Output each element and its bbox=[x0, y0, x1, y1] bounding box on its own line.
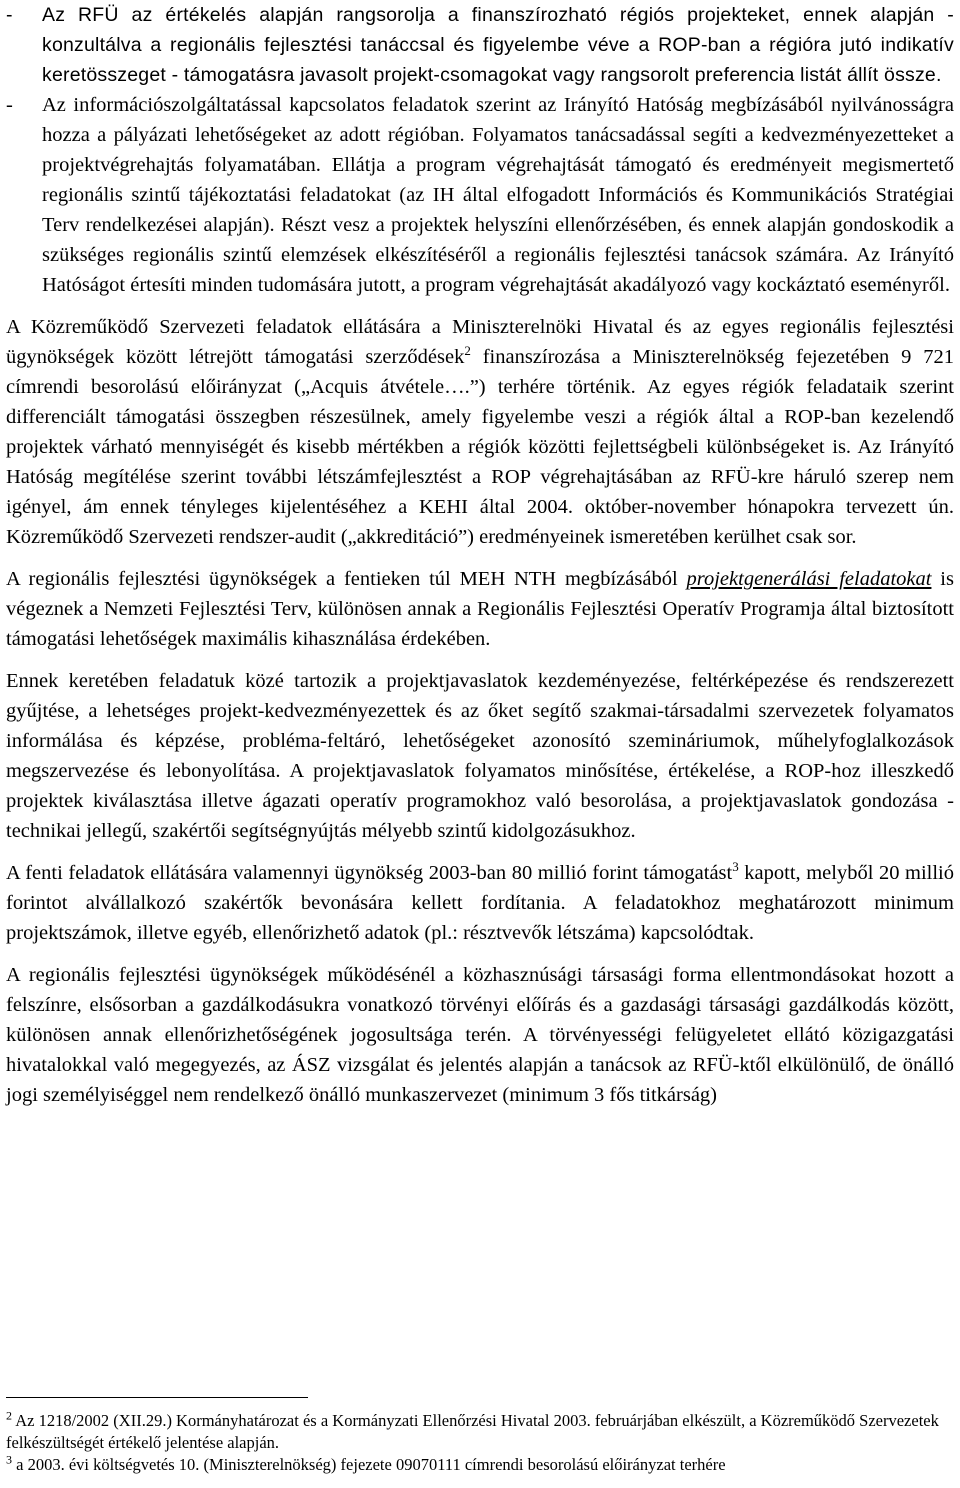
paragraph-financing: A Közreműködő Szervezeti feladatok ellátására a Miniszterelnöki Hivatal és az egyes regionális fejlesztési ügynökségek között létrejött támogatási szerződések$^2$ finanszírozása a Miniszterelnökség fejezetében 9 721 címrendi besorolású előirányzat („Acquis átvétele….”) terhére történik. Az egyes régiók feladataik szerint differenciált támogatási összegben részesülnek, amely figyelembe veszi a régiók által a ROP-ban kezelendő projektek várható mennyiségét és kisebb mértékben a régiók közötti fejlettségbeli különbségeket is. Az Irányító Hatóság megítélése szerint további létszámfejlesztést a ROP végrehajtásában az RFÜ-kre háruló szerep nem igényel, ám ennek tényleges kijelentéséhez a KEHI által 2004. október-november hónapokra tervezett ún. Közreműködő Szervezeti rendszer-audit („akkreditáció”) eredményeinek ismeretében kerülhet csak sor. bbox=[6, 316, 954, 548]
paragraph-tasks: Ennek keretében feladatuk közé tartozik a projektjavaslatok kezdeményezése, feltérképezése és rendszerezett gyűjtése, a lehetséges projekt-kedvezményezettek és az őket segítő szakmai-társadalmi szervezetek folyamatos informálása és képzése, probléma-feltáró, lehetőségeket azonosító szemináriumok, műhelyfoglalkozások megszervezése és lebonyolítása. A projektjavaslatok folyamatos minősítése, értékelése, a ROP-hoz illeszkedő projektek kiválasztása illetve ágazati operatív programokhoz való besorolása, a projektjavaslatok gondozása - technikai jellegű, szakértői segítségnyújtás mélyebb szintű kidolgozásukhoz. bbox=[6, 670, 954, 842]
document-body bbox=[6, 0, 954, 1110]
paragraph-public-benefit: A regionális fejlesztési ügynökségek működésénél a közhasznúsági társasági forma ellentmondásokat hozott a felszínre, elsősorban a gazdálkodásukra vonatkozó törvényi előírás és a gazdasági társasági gazdálkodás között, különösen annak ellenőrizhetőségének jogosultsága terén. A törvényességi felügyeletet ellátó közigazgatási hivatalokkal való megegyezés, az ÁSZ vizsgálat és jelentés alapján a tanácsok az RFÜ-ktől elkülönülő, de önálló jogi személyiséggel nem rendelkező önálló munkaszervezet (minimum 3 fős titkárság) bbox=[6, 964, 954, 1106]
bullet-text: Az információszolgáltatással kapcsolatos feladatok szerint az Irányító Hatóság megbízásából nyilvánosságra hozza a pályázati lehetőségeket az adott régióban. Folyamatos tanácsadással segíti a kedvezményezetteket a projektvégrehajtás folyamatában. Ellátja a program végrehajtását támogató és eredményeit megismertető regionális szintű tájékoztatási feladatokat (az IH által elfogadott Információs és Kommunikációs Stratégiai Terv rendelkezései alapján). Részt vesz a projektek helyszíni ellenőrzésében, és ennek alapján gondoskodik a szükséges regionális szintű elemzések elkészítéséről a regionális fejlesztési tanácsok számára. Az Irányító Hatóságot értesíti minden tudomására jutott, a program végrehajtását akadályozó vagy kockáztató eseményről. bbox=[42, 94, 954, 296]
bullet-information-tasks bbox=[6, 90, 954, 300]
footnote-3: $^3$ a 2003. évi költségvetés 10. (Miniszterelnökség) fejezete 09070111 címrendi besorolású előirányzat terhére bbox=[6, 1452, 726, 1474]
bullet-rfu-ranking bbox=[6, 0, 954, 90]
bullet-dash: - bbox=[6, 4, 13, 26]
footnote-ref-2[interactable]: 2 bbox=[464, 343, 471, 359]
footnote-separator bbox=[6, 1397, 308, 1398]
footnote-2: $^2$ Az 1218/2002 (XII.29.) Kormányhatározat és a Kormányzati Ellenőrzési Hivatal 2003. februárjában elkészült, a Közreműködő Szervezetek felkészültségét értékelő jelentése alapján. bbox=[6, 1408, 939, 1452]
bullet-text: Az RFÜ az értékelés alapján rangsorolja a finanszírozható régiós projekteket, ennek alapján - konzultálva a regionális fejlesztési tanáccsal és figyelembe véve a ROP-ban a régióra jutó indikatív keretösszeget - támogatásra javasolt projekt-csomagokat vagy rangsorolt preferencia listát állít össze. bbox=[42, 4, 954, 86]
emphasis-project-generation: projektgenerálási feladatokat bbox=[686, 568, 932, 590]
paragraph-project-generation: A regionális fejlesztési ügynökségek a fentieken túl MEH NTH megbízásából projektgenerálási feladatokat is végeznek a Nemzeti Fejlesztési Terv, különösen annak a Regionális Fejlesztési Operatív Programja által biztosított támogatási lehetőségek maximális kihasználása érdekében. bbox=[6, 568, 954, 650]
footnote-ref-3[interactable]: 3 bbox=[732, 859, 739, 875]
paragraph-funding-2003: A fenti feladatok ellátására valamennyi ügynökség 2003-ban 80 millió forint támogatást$^3$ kapott, melyből 20 millió forintot alvállalkozó szakértők bevonására kellett fordítania. A feladatokhoz meghatározott minimum projektszámok, illetve egyéb, ellenőrizhető adatok (pl.: résztvevők létszáma) kapcsolódtak. bbox=[6, 859, 954, 944]
footnotes bbox=[6, 1397, 954, 1476]
bullet-dash: - bbox=[6, 94, 13, 116]
